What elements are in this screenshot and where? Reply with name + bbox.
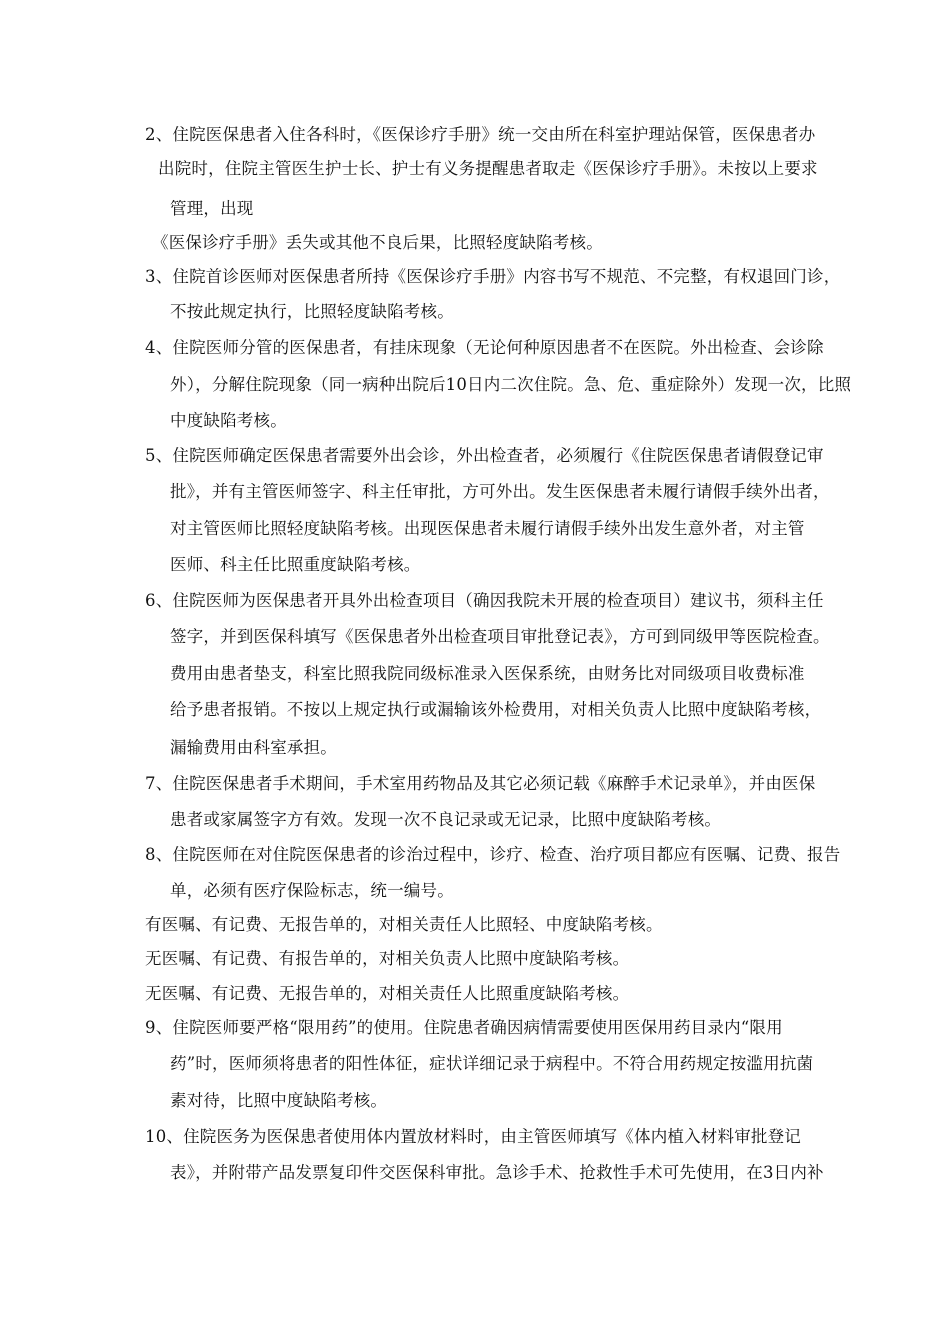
item-5-line-1: 5、住院医师确定医保患者需要外出会诊，外出检查者，必须履行《住院医保患者请假登记审 bbox=[145, 446, 824, 465]
item-8-line-2: 单，必须有医疗保险标志，统一编号。 bbox=[170, 881, 454, 900]
item-7-line-1: 7、住院医保患者手术期间，手术室用药物品及其它必须记载《麻醉手术记录单》，并由医保 bbox=[145, 774, 816, 793]
item-6-line-4: 给予患者报销。不按以上规定执行或漏输该外检费用，对相关负责人比照中度缺陷考核， bbox=[170, 700, 822, 719]
item-10-line-2: 表》，并附带产品发票复印件交医保科审批。急诊手术、抢救性手术可先使用，在3日内补 bbox=[170, 1163, 824, 1182]
item-5-line-2: 批》，并有主管医师签字、科主任审批，方可外出。发生医保患者未履行请假手续外出者， bbox=[170, 482, 830, 501]
item-6-line-5: 漏输费用由科室承担。 bbox=[170, 738, 337, 757]
item-8-line-1: 8、住院医师在对住院医保患者的诊治过程中，诊疗、检查、治疗项目都应有医嘱、记费、报告 bbox=[145, 845, 841, 864]
item-8-rule-1: 有医嘱、有记费、无报告单的，对相关责任人比照轻、中度缺陷考核。 bbox=[145, 915, 663, 934]
item-6-line-2: 签字，并到医保科填写《医保患者外出检查项目审批登记表》，方可到同级甲等医院检查。 bbox=[170, 627, 830, 646]
item-7-line-2: 患者或家属签字方有效。发现一次不良记录或无记录，比照中度缺陷考核。 bbox=[170, 810, 722, 829]
item-2-line-3: 管理，出现 bbox=[170, 199, 254, 218]
item-2-line-2: 出院时，住院主管医生护士长、护士有义务提醒患者取走《医保诊疗手册》。未按以上要求 bbox=[158, 159, 818, 178]
item-10-line-1: 10、住院医务为医保患者使用体内置放材料时，由主管医师填写《体内植入材料审批登记 bbox=[145, 1127, 801, 1146]
item-3-line-1: 3、住院首诊医师对医保患者所持《医保诊疗手册》内容书写不规范、不完整，有权退回门诊， bbox=[145, 267, 841, 286]
item-3-line-2: 不按此规定执行，比照轻度缺陷考核。 bbox=[170, 302, 454, 321]
item-9-line-3: 素对待，比照中度缺陷考核。 bbox=[170, 1091, 388, 1110]
item-9-line-2: 药”时，医师须将患者的阳性体征，症状详细记录于病程中。不符合用药规定按滥用抗菌 bbox=[170, 1054, 814, 1073]
item-8-rule-3: 无医嘱、有记费、无报告单的，对相关责任人比照重度缺陷考核。 bbox=[145, 984, 630, 1003]
item-5-line-4: 医师、科主任比照重度缺陷考核。 bbox=[170, 555, 421, 574]
item-2-line-4: 《医保诊疗手册》丢失或其他不良后果，比照轻度缺陷考核。 bbox=[152, 233, 603, 252]
item-8-rule-2: 无医嘱、有记费、有报告单的，对相关负责人比照中度缺陷考核。 bbox=[145, 949, 630, 968]
item-4-line-3: 中度缺陷考核。 bbox=[170, 411, 287, 430]
item-4-line-1: 4、住院医师分管的医保患者，有挂床现象（无论何种原因患者不在医院。外出检查、会诊除 bbox=[145, 338, 824, 357]
item-5-line-3: 对主管医师比照轻度缺陷考核。出现医保患者未履行请假手续外出发生意外者，对主管 bbox=[170, 519, 805, 538]
item-6-line-1: 6、住院医师为医保患者开具外出检查项目（确因我院未开展的检查项目）建议书，须科主任 bbox=[145, 591, 824, 610]
item-2-line-1: 2、住院医保患者入住各科时，《医保诊疗手册》统一交由所在科室护理站保管，医保患者办 bbox=[145, 125, 816, 144]
item-4-line-2: 外），分解住院现象（同一病种出院后10日内二次住院。急、危、重症除外）发现一次，比照 bbox=[170, 375, 852, 394]
item-6-line-3: 费用由患者垫支，科室比照我院同级标准录入医保系统，由财务比对同级项目收费标准 bbox=[170, 664, 805, 683]
item-9-line-1: 9、住院医师要严格“限用药”的使用。住院患者确因病情需要使用医保用药目录内“限用 bbox=[145, 1018, 783, 1037]
